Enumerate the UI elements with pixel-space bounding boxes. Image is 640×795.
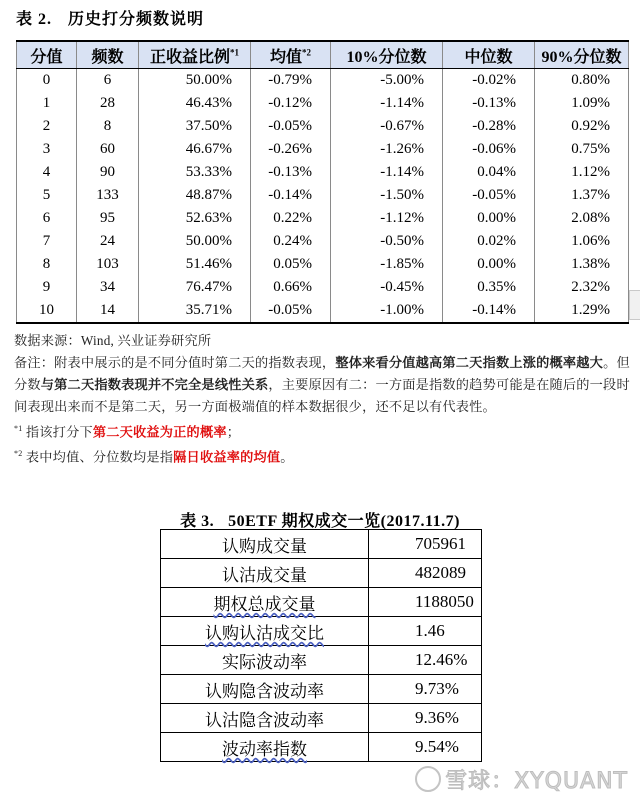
table-cell: -0.26%	[251, 138, 331, 161]
table-row	[161, 646, 482, 675]
metric-value: 12.46%	[369, 646, 482, 675]
table-cell: 46.67%	[139, 138, 251, 161]
table1-header-row	[17, 41, 629, 69]
table-cell: 0.02%	[443, 230, 535, 253]
table-cell: 0.00%	[443, 253, 535, 276]
table-row	[161, 588, 482, 617]
table1-title	[16, 6, 204, 29]
table-row	[161, 675, 482, 704]
header-positive-ratio: 正收益比例$^{*1}$	[139, 41, 251, 69]
table-cell: 60	[77, 138, 139, 161]
table-cell: 1.09%	[535, 92, 629, 115]
table-cell: -0.05%	[443, 184, 535, 207]
table-cell: 76.47%	[139, 276, 251, 299]
remark-emphasis-2: 与第二天指数表现并不完全是线性关系	[40, 377, 269, 392]
header-p10: 10%分位数	[331, 41, 443, 69]
table-cell: 1.37%	[535, 184, 629, 207]
table-cell: -1.85%	[331, 253, 443, 276]
table-cell: 90	[77, 161, 139, 184]
table-cell: -1.26%	[331, 138, 443, 161]
table-cell: 51.46%	[139, 253, 251, 276]
table-cell: -1.12%	[331, 207, 443, 230]
table-notes	[14, 330, 640, 469]
table1-title-text: 历史打分频数说明	[68, 11, 205, 28]
table-row	[17, 69, 629, 93]
table-cell: 1.29%	[535, 299, 629, 323]
table-row	[17, 299, 629, 323]
option-volume-table	[160, 529, 482, 762]
table-row	[17, 276, 629, 299]
table-cell: -0.79%	[251, 69, 331, 93]
table2-title	[0, 508, 640, 531]
header-sup-1: *1	[230, 47, 239, 58]
table-row	[161, 530, 482, 559]
table2-title-text: 50ETF 期权成交一览(2017.11.7)	[228, 513, 460, 530]
table-cell: -1.14%	[331, 161, 443, 184]
metric-label: 期权总成交量	[161, 588, 369, 617]
table-cell: 0.00%	[443, 207, 535, 230]
metric-value: 9.36%	[369, 704, 482, 733]
header-p90: 90%分位数	[535, 41, 629, 69]
table-cell: -0.14%	[251, 184, 331, 207]
table-row	[17, 207, 629, 230]
table-cell: -0.06%	[443, 138, 535, 161]
table-row	[17, 253, 629, 276]
side-scroll-tab[interactable]	[629, 290, 640, 320]
table-row	[161, 617, 482, 646]
metric-value: 1188050	[369, 588, 482, 617]
table-cell: -0.05%	[251, 115, 331, 138]
remark-emphasis-1: 整体来看分值越高第二天指数上涨的概率越大	[335, 355, 604, 370]
score-frequency-table	[16, 40, 629, 324]
table-row	[17, 230, 629, 253]
header-sup-2: *2	[302, 47, 311, 58]
table-cell: 50.00%	[139, 69, 251, 93]
table-cell: 53.33%	[139, 161, 251, 184]
table-cell: 37.50%	[139, 115, 251, 138]
table-cell: -0.05%	[251, 299, 331, 323]
table-cell: -1.50%	[331, 184, 443, 207]
metric-label: 波动率指数	[161, 733, 369, 762]
table-cell: 0.22%	[251, 207, 331, 230]
table-cell: 0.92%	[535, 115, 629, 138]
watermark-text: 雪球：XYQUANT	[445, 769, 628, 794]
footnote-2: $^{*2}$ 表中均值、分位数均是指隔日收益率的均值。	[14, 449, 294, 465]
table-cell: 34	[77, 276, 139, 299]
table-cell: -0.12%	[251, 92, 331, 115]
table-cell: 1.12%	[535, 161, 629, 184]
table-cell: 2.08%	[535, 207, 629, 230]
metric-label: 认购隐含波动率	[161, 675, 369, 704]
metric-label: 实际波动率	[161, 646, 369, 675]
table-cell: -0.28%	[443, 115, 535, 138]
header-score: 分值	[17, 41, 77, 69]
table-cell: 6	[17, 207, 77, 230]
table2-title-label: 表 3.	[180, 513, 215, 530]
table-cell: 8	[17, 253, 77, 276]
table-cell: 28	[77, 92, 139, 115]
table-cell: -0.13%	[251, 161, 331, 184]
table-cell: 6	[77, 69, 139, 93]
table-cell: -5.00%	[331, 69, 443, 93]
metric-label: 认沽成交量	[161, 559, 369, 588]
table-cell: 10	[17, 299, 77, 323]
metric-value: 9.54%	[369, 733, 482, 762]
table-cell: 8	[77, 115, 139, 138]
table-row	[161, 704, 482, 733]
table-cell: -1.00%	[331, 299, 443, 323]
table-cell: 14	[77, 299, 139, 323]
table-cell: -0.50%	[331, 230, 443, 253]
table-cell: -0.14%	[443, 299, 535, 323]
table-cell: 133	[77, 184, 139, 207]
table-cell: 7	[17, 230, 77, 253]
table-cell: 52.63%	[139, 207, 251, 230]
table-row	[17, 92, 629, 115]
table-cell: -0.02%	[443, 69, 535, 93]
metric-label: 认购成交量	[161, 530, 369, 559]
table-cell: -0.67%	[331, 115, 443, 138]
table-cell: 1.06%	[535, 230, 629, 253]
metric-label: 认购认沽成交比	[161, 617, 369, 646]
table-cell: 0.05%	[251, 253, 331, 276]
metric-value: 9.73%	[369, 675, 482, 704]
table-cell: 0.24%	[251, 230, 331, 253]
table-row	[161, 733, 482, 762]
watermark	[415, 764, 628, 795]
table-cell: 103	[77, 253, 139, 276]
table-cell: 1.38%	[535, 253, 629, 276]
table-cell: 0.66%	[251, 276, 331, 299]
table-cell: 0.80%	[535, 69, 629, 93]
table-cell: 0.04%	[443, 161, 535, 184]
data-source: 数据来源：Wind, 兴业证券研究所	[14, 333, 212, 348]
table-row	[17, 115, 629, 138]
table-cell: 0.35%	[443, 276, 535, 299]
table-cell: 0	[17, 69, 77, 93]
table-cell: 2.32%	[535, 276, 629, 299]
table-cell: -1.14%	[331, 92, 443, 115]
table-cell: 1	[17, 92, 77, 115]
table-cell: 9	[17, 276, 77, 299]
table-cell: 95	[77, 207, 139, 230]
snowball-logo-icon	[415, 766, 441, 792]
table-row	[17, 184, 629, 207]
table-cell: 4	[17, 161, 77, 184]
footnote-2-highlight: 隔日收益率的均值	[173, 449, 281, 465]
table-row	[161, 559, 482, 588]
table-cell: -0.13%	[443, 92, 535, 115]
footnote-1: $^{*1}$ 指该打分下第二天收益为正的概率；	[14, 424, 241, 440]
table1-title-label: 表 2.	[16, 11, 53, 28]
table-cell: 3	[17, 138, 77, 161]
metric-label: 认沽隐含波动率	[161, 704, 369, 733]
table-row	[17, 138, 629, 161]
header-mean: 均值$^{*2}$	[251, 41, 331, 69]
table-cell: 5	[17, 184, 77, 207]
table-cell: -0.45%	[331, 276, 443, 299]
metric-value: 1.46	[369, 617, 482, 646]
table-row	[17, 161, 629, 184]
header-frequency: 频数	[77, 41, 139, 69]
header-median: 中位数	[443, 41, 535, 69]
table-cell: 2	[17, 115, 77, 138]
metric-value: 705961	[369, 530, 482, 559]
table-cell: 24	[77, 230, 139, 253]
metric-value: 482089	[369, 559, 482, 588]
table-cell: 46.43%	[139, 92, 251, 115]
remark: 备注：附表中展示的是不同分值时第二天的指数表现，整体来看分值越高第二天指数上涨的概率越大。但分数与第二天指数表现并不完全是线性关系，主要原因有二：一方面是指数的趋势可能是在随后的一段时间表现出来而不是第二天，另一方面极端值的样本数据很少，还不足以有代表性。	[14, 355, 630, 414]
table-cell: 0.75%	[535, 138, 629, 161]
footnote-1-highlight: 第二天收益为正的概率	[92, 424, 227, 440]
table-cell: 50.00%	[139, 230, 251, 253]
table-cell: 48.87%	[139, 184, 251, 207]
table-cell: 35.71%	[139, 299, 251, 323]
